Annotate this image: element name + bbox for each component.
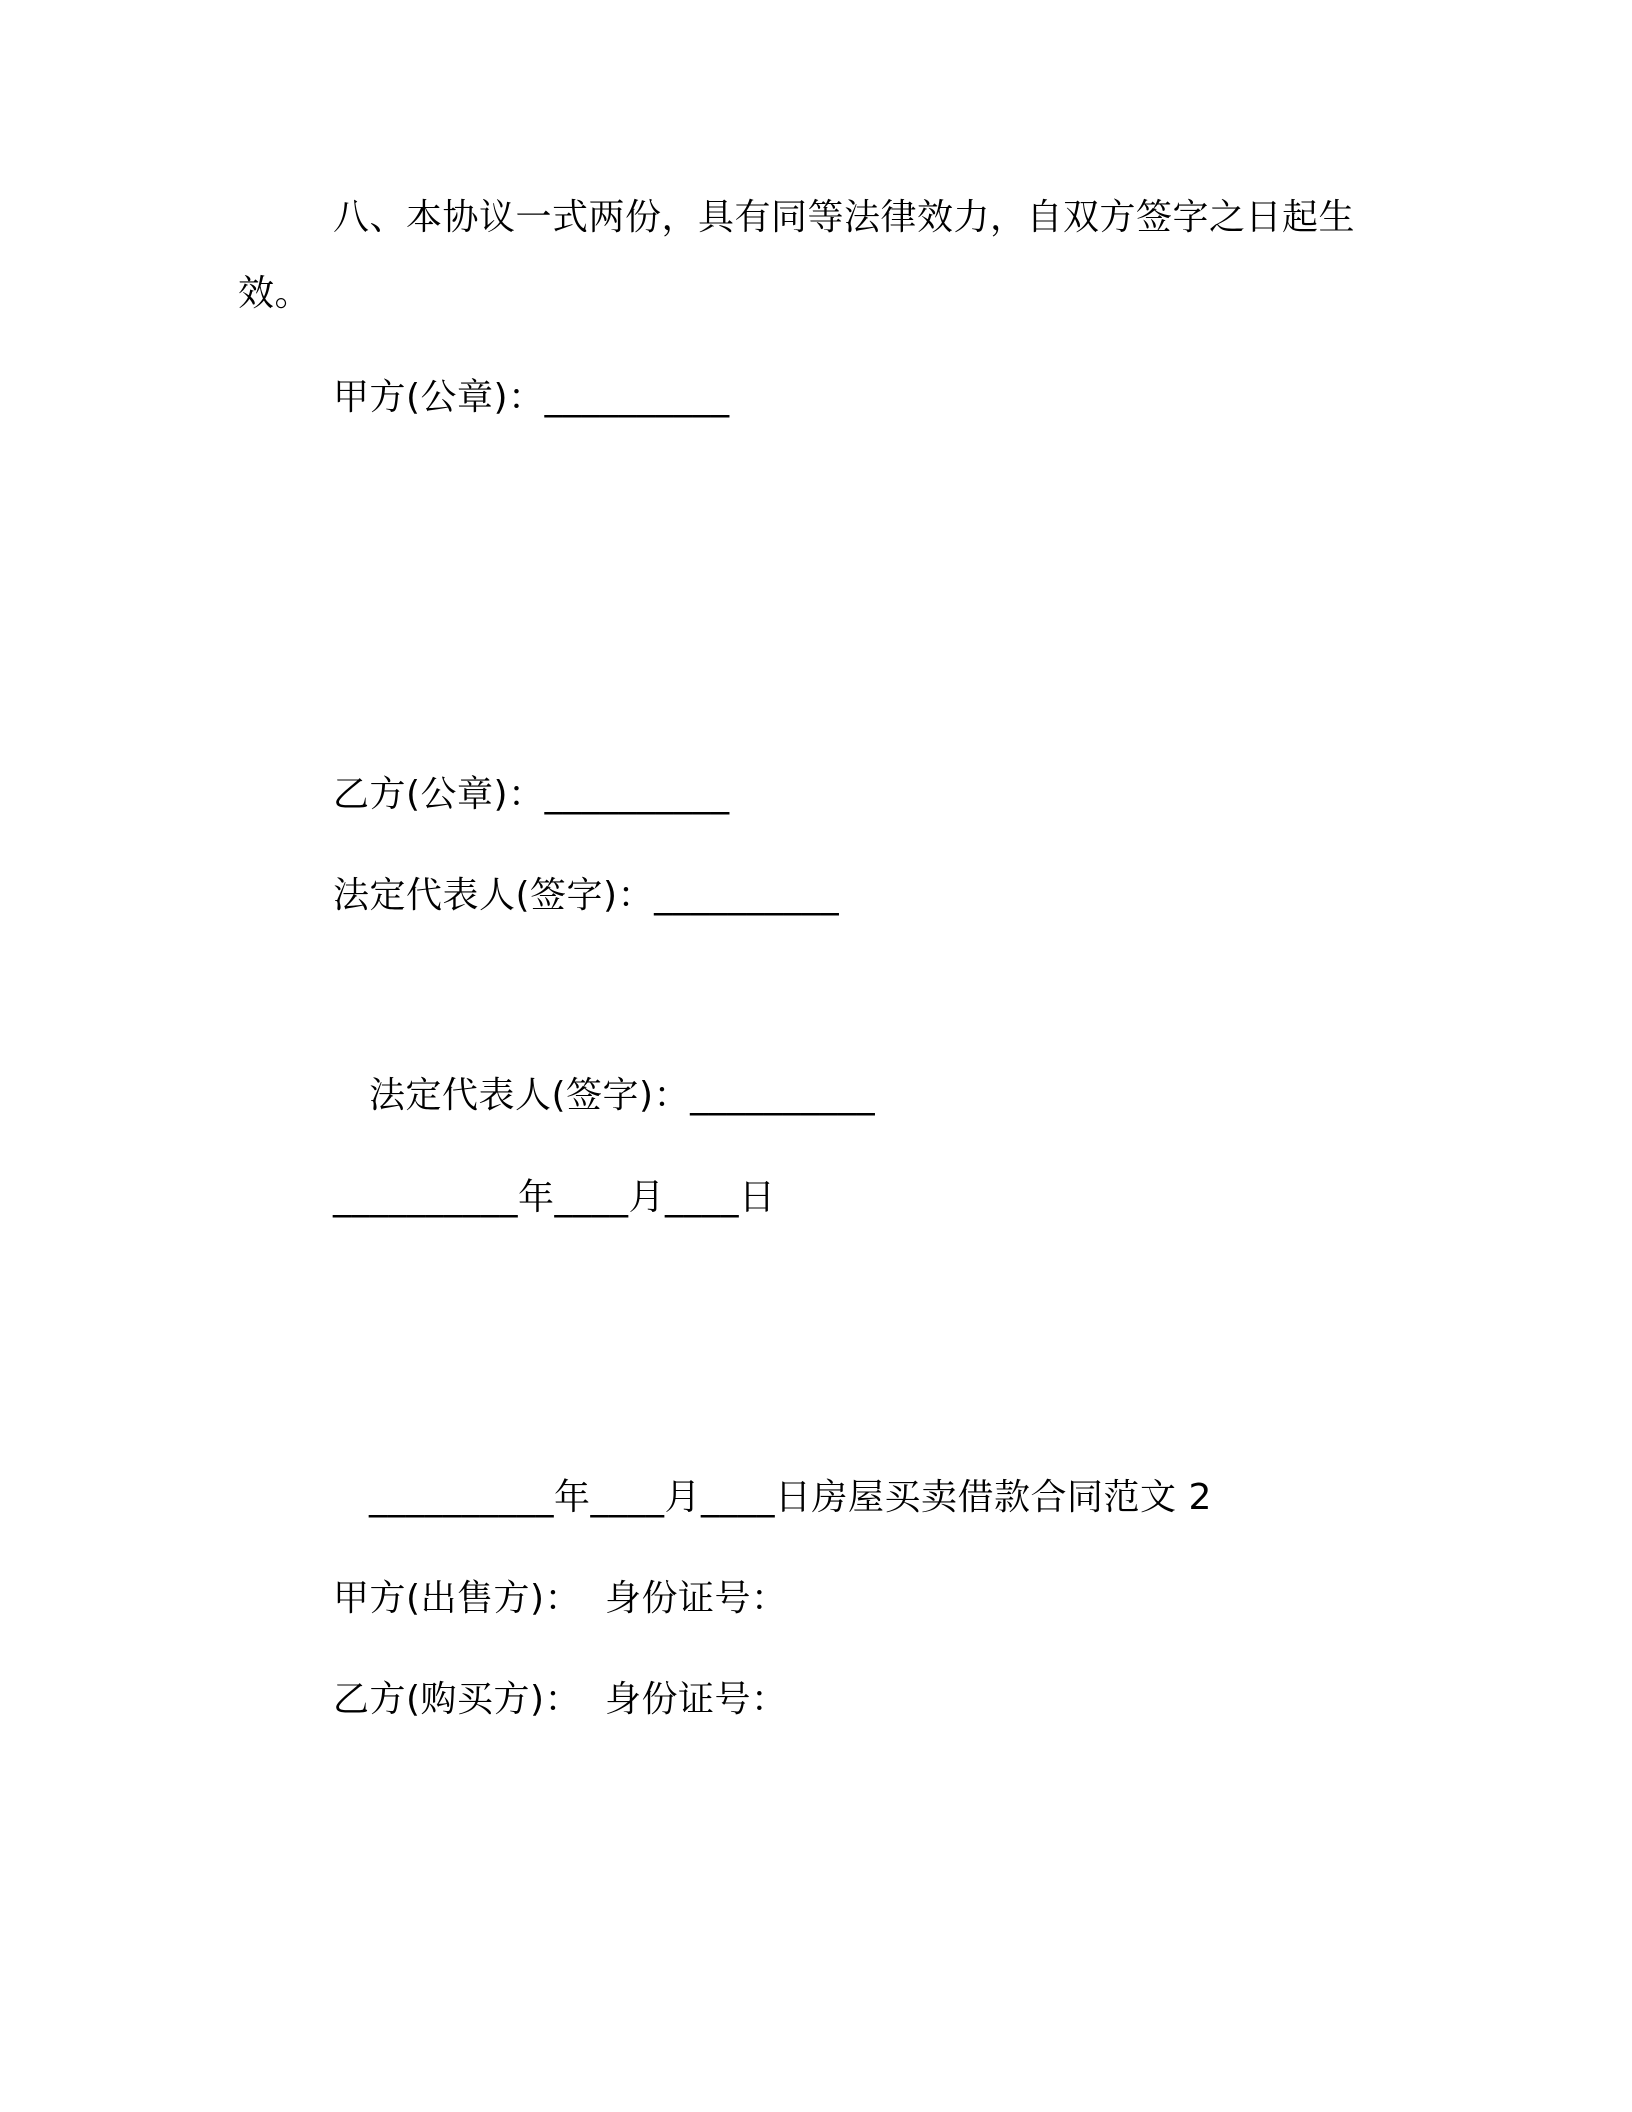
legal-representative-line-1: 法定代表人(签字)：__________ — [333, 875, 840, 916]
clause-8-line-1: 八、本协议一式两份，具有同等法律效力，自双方签字之日起生 — [333, 197, 1356, 238]
date-line: __________年____月____日 — [333, 1177, 776, 1218]
party-b-seal-line: 乙方(公章)：__________ — [333, 774, 730, 815]
party-a-seller-line: 甲方(出售方)： 身份证号： — [333, 1578, 788, 1619]
section-2-heading: __________年____月____日房屋买卖借款合同范文 2 — [369, 1477, 1212, 1518]
clause-8-line-2: 效。 — [238, 273, 312, 314]
party-b-buyer-line: 乙方(购买方)： 身份证号： — [333, 1679, 788, 1720]
party-a-seal-line: 甲方(公章)：__________ — [333, 377, 730, 418]
legal-representative-line-2: 法定代表人(签字)：__________ — [369, 1075, 876, 1116]
